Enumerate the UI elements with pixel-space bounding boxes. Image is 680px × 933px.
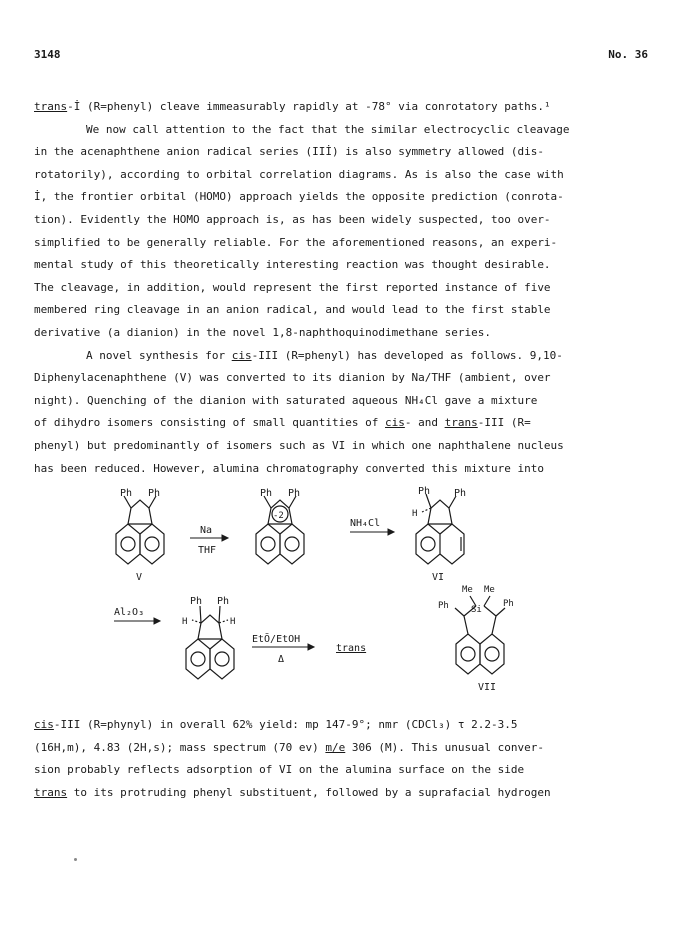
compound-vi-structure (416, 494, 464, 564)
page-number: 3148 (34, 48, 61, 61)
paragraph-3-line: night). Quenching of the dianion with saturated aqueous NH₄Cl gave a mixture (34, 393, 538, 407)
scheme-ph-label: Ph (217, 596, 230, 607)
scheme-ph-label: Ph (503, 599, 514, 609)
paragraph-2-line: simplified to be generally reliable. For the aforementioned reasons, an experi- (34, 235, 558, 249)
reagent-ethoxide-label: EtŌ/EtOH (252, 634, 301, 645)
scheme-ph-label: Ph (260, 488, 273, 499)
reaction-scheme-drawing (100, 484, 560, 702)
paragraph-2-line: derivative (a dianion) in the novel 1,8-naphthoquinodimethane series. (34, 325, 491, 339)
page-speck (74, 858, 77, 861)
reagent-na-label: Na (200, 525, 213, 536)
scheme-h-label: H (412, 509, 418, 519)
scheme-ph-label: Ph (454, 488, 467, 499)
reaction-arrows (114, 529, 394, 650)
product-trans-label: trans (336, 643, 367, 654)
scheme-ph-label: Ph (190, 596, 203, 607)
scheme-me-label: Me (484, 585, 495, 595)
reagent-thf-label: THF (198, 545, 217, 556)
scheme-ph-label: Ph (418, 486, 431, 497)
scheme-ph-label: Ph (438, 601, 449, 611)
paragraph-3-line: Diphenylacenaphthene (V) was converted to its dianion by Na/THF (ambient, over (34, 371, 551, 385)
paragraph-2-line: mental study of this theoretically interesting reaction was thought desirable. (34, 258, 551, 272)
reaction-scheme (100, 484, 560, 702)
text-block-bottom (34, 714, 652, 804)
scheme-h-label: H (182, 617, 188, 627)
paragraph-4-line: cis-III (R=phynyl) in overall 62% yield: mp 147-9°; nmr (CDCl₃) τ 2.2-3.5 (34, 718, 518, 731)
paragraph-3-line: A novel synthesis for cis-III (R=phenyl) has developed as follows. 9,10- (86, 348, 563, 362)
paragraph-2-line: İ, the frontier orbital (HOMO) approach yields the opposite prediction (conrota- (34, 190, 564, 204)
paragraph-2-line: membered ring cleavage in an anion radical, and would lead to the first stable (34, 303, 551, 317)
scheme-h-label: H (230, 617, 236, 627)
compound-vi-label: VI (432, 572, 445, 583)
paragraph-4-line: trans to its protruding phenyl substituent, followed by a suprafacial hydrogen (34, 785, 551, 799)
scheme-ph-label: Ph (148, 488, 161, 499)
heat-label: Δ (278, 654, 285, 665)
paragraph-2-line: tion). Evidently the HOMO approach is, as has been widely suspected, too over- (34, 212, 551, 226)
reagent-nh4cl-label: NH₄Cl (350, 518, 381, 529)
paragraph-4-line: (16H,m), 4.83 (2H,s); mass spectrum (70 ev) m/e 306 (M). This unusual conver- (34, 740, 544, 754)
compound-v-structure (116, 496, 164, 564)
scheme-ph-label: Ph (120, 488, 133, 499)
issue-number: No. 36 (608, 48, 648, 61)
compound-v-label: V (136, 572, 143, 583)
cis-iii-structure (186, 606, 234, 679)
text-block-top (34, 96, 652, 480)
paragraph-2-line: rotatorily), according to orbital correlation diagrams. As is also the case with (34, 167, 564, 181)
scheme-ph-label: Ph (288, 488, 301, 499)
paragraph-3-line: phenyl) but predominantly of isomers such as VI in which one naphthalene nucleus (34, 438, 564, 452)
paragraph-3-line: has been reduced. However, alumina chromatography converted this mixture into (34, 461, 544, 475)
paragraph-2-line: in the acenaphthene anion radical series (IIİ) is also symmetry allowed (dis- (34, 145, 544, 159)
reagent-al2o3-label: Al₂O₃ (114, 607, 145, 618)
paragraph-3-line: of dihydro isomers consisting of small quantities of cis- and trans-III (R= (34, 416, 531, 430)
compound-vii-label: VII (478, 682, 497, 693)
dianion-charge-label: -2 (273, 511, 284, 521)
paragraph-2-line: We now call attention to the fact that the similar electrocyclic cleavage (86, 122, 570, 136)
dianion-structure (256, 496, 304, 564)
scheme-si-label: Si (471, 605, 482, 615)
paragraph-4-line: sion probably reflects adsorption of VI on the alumina surface on the side (34, 763, 525, 777)
paragraph-2-line: The cleavage, in addition, would represent the first reported instance of five (34, 280, 551, 294)
paragraph-1-line: trans-İ (R=phenyl) cleave immeasurably rapidly at -78° via conrotatory paths.¹ (34, 100, 551, 113)
scheme-me-label: Me (462, 585, 473, 595)
